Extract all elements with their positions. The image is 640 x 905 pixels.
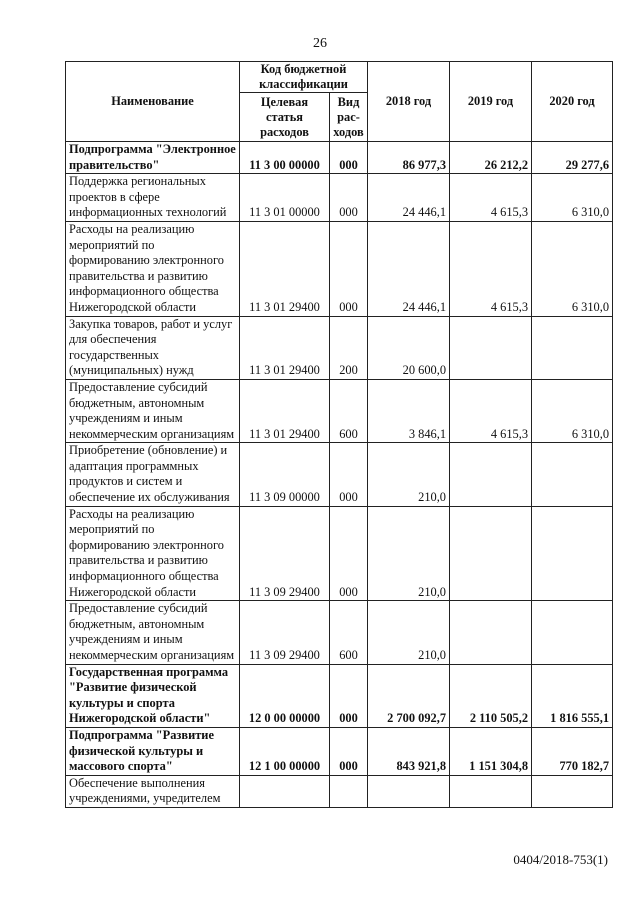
row-code: 11 3 01 29400	[240, 221, 330, 316]
table-row	[66, 379, 613, 442]
header-target: Целевая статья расходов	[240, 93, 330, 142]
row-kind: 000	[330, 174, 368, 222]
header-2018: 2018 год	[368, 62, 450, 142]
page-number: 26	[313, 36, 327, 51]
row-name: Обеспечение выполнения учреждениями, учредителем	[66, 775, 240, 807]
row-name: Закупка товаров, работ и услуг для обеспечения государственных (муниципальных) нужд	[66, 316, 240, 379]
row-name: Подпрограмма "Электронное правительство"	[66, 142, 240, 174]
row-name: Предоставление субсидий бюджетным, автономным учреждениям и иным некоммерческим организациям	[66, 601, 240, 664]
table-row	[66, 174, 613, 222]
row-2019	[450, 316, 532, 379]
row-name: Поддержка региональных проектов в сфере информационных технологий	[66, 174, 240, 222]
row-2018	[368, 775, 450, 807]
row-2018: 210,0	[368, 506, 450, 601]
row-kind: 600	[330, 379, 368, 442]
row-code: 11 3 00 00000	[240, 142, 330, 174]
table-row	[66, 727, 613, 775]
header-name: Наименование	[66, 62, 240, 142]
row-2018: 210,0	[368, 601, 450, 664]
row-name: Подпрограмма "Развитие физической культуры и массового спорта"	[66, 727, 240, 775]
row-2020: 6 310,0	[532, 174, 613, 222]
budget-table	[65, 61, 613, 808]
row-2020: 29 277,6	[532, 142, 613, 174]
row-2018: 86 977,3	[368, 142, 450, 174]
header-classification: Код бюджетной классификации	[240, 62, 368, 93]
row-code: 12 1 00 00000	[240, 727, 330, 775]
row-kind: 200	[330, 316, 368, 379]
row-code: 11 3 01 29400	[240, 316, 330, 379]
row-2018: 210,0	[368, 443, 450, 506]
row-kind: 000	[330, 221, 368, 316]
row-code: 11 3 09 29400	[240, 601, 330, 664]
row-name: Приобретение (обновление) и адаптация программных продуктов и систем и обеспечение их обслуживания	[66, 443, 240, 506]
row-2019	[450, 775, 532, 807]
row-name: Государственная программа "Развитие физической культуры и спорта Нижегородской области"	[66, 664, 240, 727]
row-kind: 000	[330, 142, 368, 174]
row-kind: 600	[330, 601, 368, 664]
row-code: 12 0 00 00000	[240, 664, 330, 727]
row-name: Расходы на реализацию мероприятий по формированию электронного правительства и развитию информационного общества Нижегородской области	[66, 221, 240, 316]
table-row	[66, 506, 613, 601]
row-kind	[330, 775, 368, 807]
document-reference: 0404/2018-753(1)	[513, 852, 608, 867]
row-2020	[532, 316, 613, 379]
row-2018: 3 846,1	[368, 379, 450, 442]
row-2019: 26 212,2	[450, 142, 532, 174]
row-code: 11 3 01 00000	[240, 174, 330, 222]
row-2020: 770 182,7	[532, 727, 613, 775]
table-row	[66, 443, 613, 506]
row-code	[240, 775, 330, 807]
table-row	[66, 664, 613, 727]
row-2019: 4 615,3	[450, 174, 532, 222]
table-row	[66, 221, 613, 316]
row-2018: 24 446,1	[368, 174, 450, 222]
row-2019	[450, 506, 532, 601]
header-kind: Вид рас-ходов	[330, 93, 368, 142]
header-2019: 2019 год	[450, 62, 532, 142]
row-2018: 2 700 092,7	[368, 664, 450, 727]
row-2020	[532, 601, 613, 664]
row-2018: 843 921,8	[368, 727, 450, 775]
row-2019: 4 615,3	[450, 379, 532, 442]
row-2020: 1 816 555,1	[532, 664, 613, 727]
row-name: Расходы на реализацию мероприятий по формированию электронного правительства и развитию информационного общества Нижегородской области	[66, 506, 240, 601]
table-row	[66, 601, 613, 664]
header-2020: 2020 год	[532, 62, 613, 142]
row-kind: 000	[330, 727, 368, 775]
row-2020: 6 310,0	[532, 221, 613, 316]
row-2018: 20 600,0	[368, 316, 450, 379]
table-row	[66, 775, 613, 807]
row-kind: 000	[330, 506, 368, 601]
row-2020	[532, 443, 613, 506]
row-code: 11 3 09 29400	[240, 506, 330, 601]
row-2019: 4 615,3	[450, 221, 532, 316]
row-2019	[450, 443, 532, 506]
table-row	[66, 316, 613, 379]
row-kind: 000	[330, 664, 368, 727]
row-name: Предоставление субсидий бюджетным, автономным учреждениям и иным некоммерческим организациям	[66, 379, 240, 442]
row-2018: 24 446,1	[368, 221, 450, 316]
row-2020	[532, 506, 613, 601]
row-kind: 000	[330, 443, 368, 506]
row-2020	[532, 775, 613, 807]
row-2019: 2 110 505,2	[450, 664, 532, 727]
row-code: 11 3 01 29400	[240, 379, 330, 442]
row-2020: 6 310,0	[532, 379, 613, 442]
row-2019: 1 151 304,8	[450, 727, 532, 775]
row-2019	[450, 601, 532, 664]
row-code: 11 3 09 00000	[240, 443, 330, 506]
table-row	[66, 142, 613, 174]
